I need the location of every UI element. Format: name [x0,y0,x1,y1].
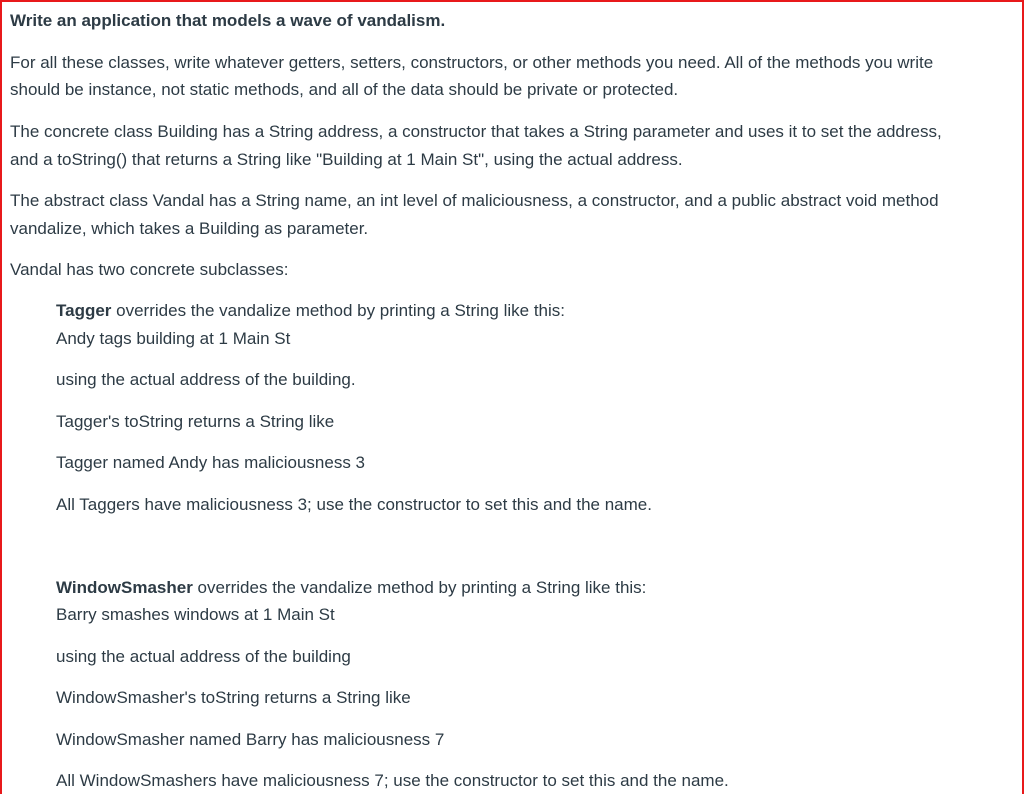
tagger-rule: All Taggers have maliciousness 3; use the constructor to set this and the name. [56,495,652,514]
windowsmasher-override-text: overrides the vandalize method by printing a String like this: [192,578,647,597]
windowsmasher-tostring-example: WindowSmasher named Barry has maliciousness 7 [56,730,445,749]
tagger-tostring-example: Tagger named Andy has maliciousness 3 [56,453,366,472]
vandal-line-1: The abstract class Vandal has a String name, an int level of maliciousness, a constructor, and a public abstract void method [10,191,939,210]
windowsmasher-override-line [56,578,646,598]
building-line-1: The concrete class Building has a String address, a constructor that takes a String parameter and uses it to set the address, [10,122,942,141]
building-line-2: and a toString() that returns a String like "Building at 1 Main St", using the actual address. [10,150,683,169]
assignment-title: Write an application that models a wave of vandalism. [10,11,446,30]
tagger-override-line [56,301,565,321]
subclasses-intro: Vandal has two concrete subclasses: [10,260,289,279]
windowsmasher-address-note: using the actual address of the building [56,647,351,666]
tagger-tostring-intro: Tagger's toString returns a String like [56,412,335,431]
tagger-example: Andy tags building at 1 Main St [56,329,291,348]
tagger-class-name: Tagger [56,301,112,320]
windowsmasher-class-name: WindowSmasher [56,578,193,597]
tagger-override-text: overrides the vandalize method by printing a String like this: [111,301,565,320]
vandal-line-2: vandalize, which takes a Building as parameter. [10,219,369,238]
tagger-address-note: using the actual address of the building. [56,370,356,389]
intro-line-1: For all these classes, write whatever getters, setters, constructors, or other methods you need. All of the methods you write [10,53,934,72]
intro-line-2: should be instance, not static methods, and all of the data should be private or protected. [10,80,679,99]
windowsmasher-tostring-intro: WindowSmasher's toString returns a String like [56,688,411,707]
windowsmasher-example: Barry smashes windows at 1 Main St [56,605,335,624]
windowsmasher-rule: All WindowSmashers have maliciousness 7; use the constructor to set this and the name. [56,771,729,790]
